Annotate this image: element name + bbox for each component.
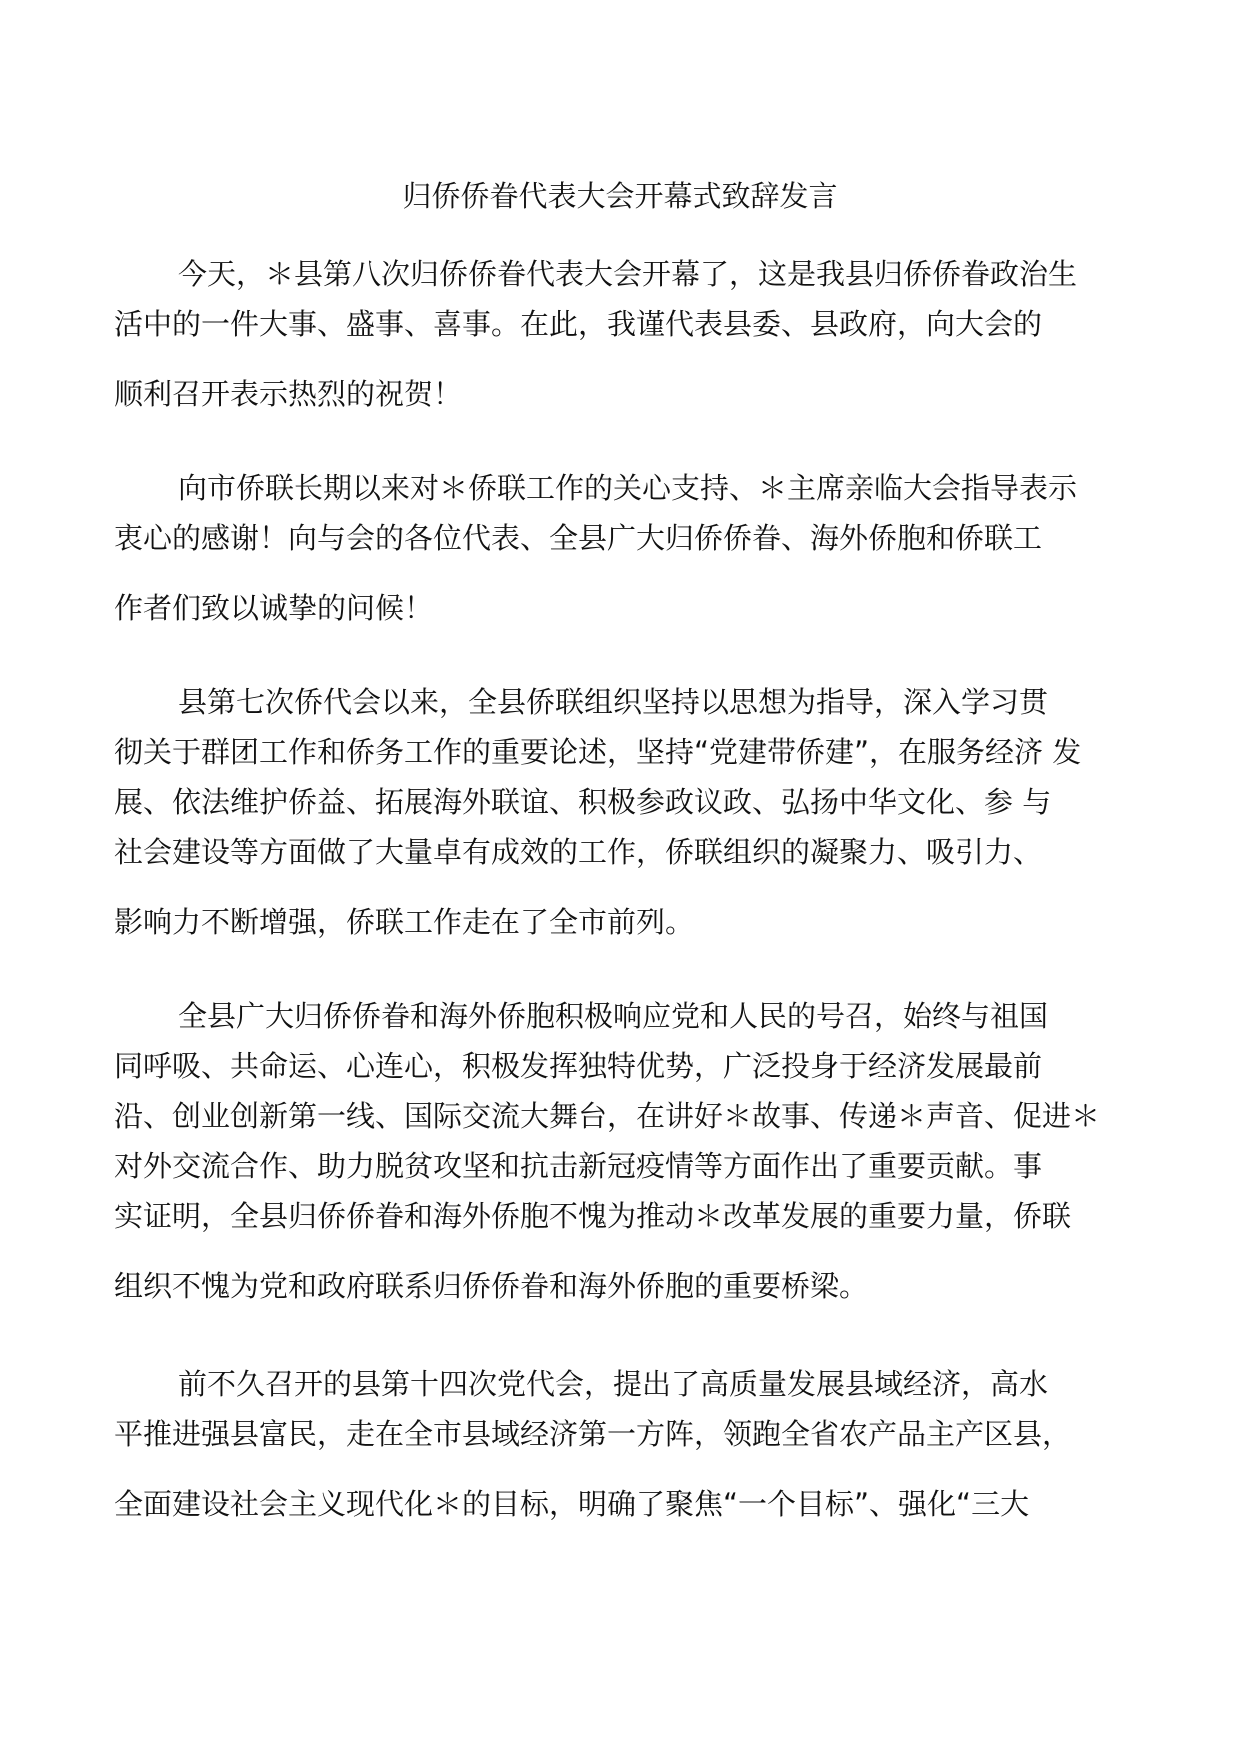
paragraph-line: 彻关于群团工作和侨务工作的重要论述，坚持“党建带侨建”，在服务经济 发 [114,735,1082,769]
document-title: 归侨侨眷代表大会开幕式致辞发言 [402,179,838,213]
paragraph-line: 衷心的感谢！向与会的各位代表、全县广大归侨侨眷、海外侨胞和侨联工 [114,521,1043,555]
paragraph-line: 组织不愧为党和政府联系归侨侨眷和海外侨胞的重要桥梁。 [114,1269,869,1303]
paragraph-line: 顺利召开表示热烈的祝贺！ [114,377,463,411]
paragraph-line: 前不久召开的县第十四次党代会，提出了高质量发展县域经济，高水 [178,1367,1049,1401]
paragraph-line: 作者们致以诚挚的问候！ [114,591,434,625]
paragraph-line: 实证明，全县归侨侨眷和海外侨胞不愧为推动＊改革发展的重要力量，侨联 [114,1199,1072,1233]
paragraph-line: 展、依法维护侨益、拓展海外联谊、积极参政议政、弘扬中华文化、参 与 [114,785,1052,819]
paragraph-line: 平推进强县富民，走在全市县域经济第一方阵，领跑全省农产品主产区县， [114,1417,1072,1451]
paragraph-line: 活中的一件大事、盛事、喜事。在此，我谨代表县委、县政府，向大会的 [114,307,1043,341]
paragraph-line: 影响力不断增强，侨联工作走在了全市前列。 [114,905,695,939]
paragraph-line: 全面建设社会主义现代化＊的目标，明确了聚焦“一个目标”、强化“三大 [114,1487,1030,1521]
paragraph-line: 同呼吸、共命运、心连心，积极发挥独特优势，广泛投身于经济发展最前 [114,1049,1043,1083]
paragraph-line: 对外交流合作、助力脱贫攻坚和抗击新冠疫情等方面作出了重要贡献。事 [114,1149,1043,1183]
paragraph-line: 全县广大归侨侨眷和海外侨胞积极响应党和人民的号召，始终与祖国 [178,999,1049,1033]
paragraph-line: 沿、创业创新第一线、国际交流大舞台，在讲好＊故事、传递＊声音、促进＊ [114,1099,1101,1133]
paragraph-line: 县第七次侨代会以来，全县侨联组织坚持以思想为指导，深入学习贯 [178,685,1049,719]
paragraph-line: 今天，＊县第八次归侨侨眷代表大会开幕了，这是我县归侨侨眷政治生 [178,257,1078,291]
paragraph-line: 向市侨联长期以来对＊侨联工作的关心支持、＊主席亲临大会指导表示 [178,471,1078,505]
paragraph-line: 社会建设等方面做了大量卓有成效的工作，侨联组织的凝聚力、吸引力、 [114,835,1043,869]
